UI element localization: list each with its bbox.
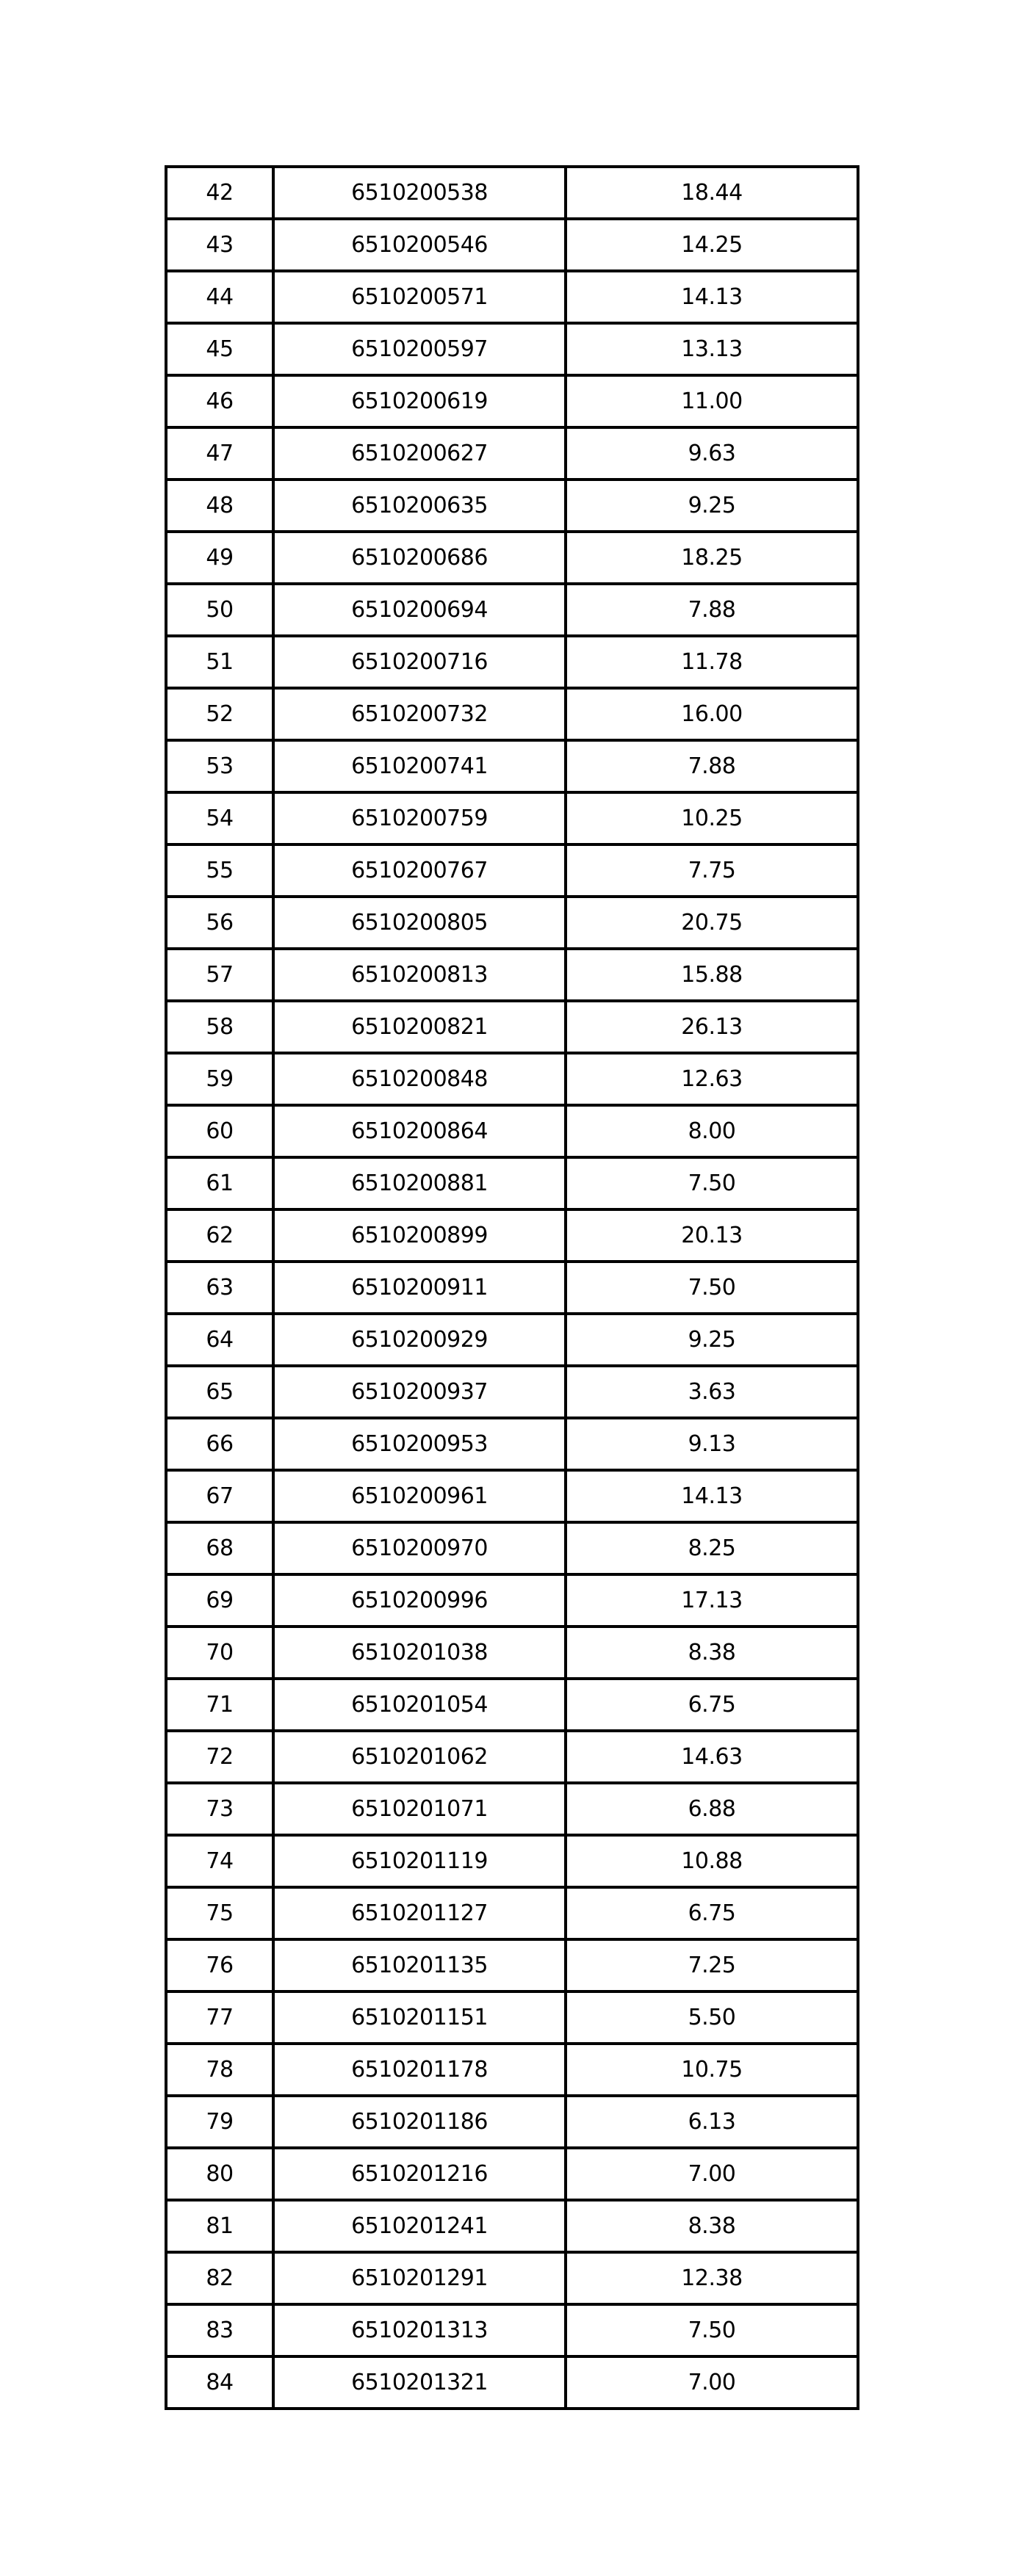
table-row bbox=[166, 2252, 858, 2304]
score-cell: 9.63 bbox=[566, 427, 858, 480]
row-number-cell: 47 bbox=[166, 427, 273, 480]
row-number-cell: 75 bbox=[166, 1887, 273, 1939]
student-id-cell: 6510200546 bbox=[273, 219, 566, 271]
score-cell: 12.63 bbox=[566, 1053, 858, 1105]
student-id-cell: 6510200619 bbox=[273, 375, 566, 427]
score-cell: 7.50 bbox=[566, 2304, 858, 2356]
table-row bbox=[166, 2096, 858, 2148]
table-row bbox=[166, 480, 858, 532]
student-id-cell: 6510200911 bbox=[273, 1262, 566, 1314]
row-number-cell: 53 bbox=[166, 740, 273, 792]
score-cell: 8.25 bbox=[566, 1522, 858, 1574]
row-number-cell: 63 bbox=[166, 1262, 273, 1314]
score-cell: 10.25 bbox=[566, 792, 858, 844]
row-number-cell: 42 bbox=[166, 167, 273, 219]
student-id-cell: 6510201291 bbox=[273, 2252, 566, 2304]
table-row bbox=[166, 2304, 858, 2356]
score-cell: 14.25 bbox=[566, 219, 858, 271]
row-number-cell: 51 bbox=[166, 636, 273, 688]
score-cell: 9.13 bbox=[566, 1418, 858, 1470]
row-number-cell: 58 bbox=[166, 1001, 273, 1053]
student-id-cell: 6510200767 bbox=[273, 844, 566, 897]
student-id-cell: 6510200627 bbox=[273, 427, 566, 480]
score-cell: 14.13 bbox=[566, 271, 858, 323]
student-id-cell: 6510201216 bbox=[273, 2148, 566, 2200]
score-cell: 15.88 bbox=[566, 949, 858, 1001]
table-row bbox=[166, 1939, 858, 1991]
table-row bbox=[166, 1001, 858, 1053]
table-row bbox=[166, 1418, 858, 1470]
table-row bbox=[166, 1053, 858, 1105]
table-row bbox=[166, 427, 858, 480]
score-cell: 14.63 bbox=[566, 1731, 858, 1783]
row-number-cell: 70 bbox=[166, 1627, 273, 1679]
score-cell: 20.75 bbox=[566, 897, 858, 949]
student-id-cell: 6510200881 bbox=[273, 1157, 566, 1209]
row-number-cell: 81 bbox=[166, 2200, 273, 2252]
row-number-cell: 48 bbox=[166, 480, 273, 532]
score-cell: 18.25 bbox=[566, 532, 858, 584]
row-number-cell: 55 bbox=[166, 844, 273, 897]
table-row bbox=[166, 167, 858, 219]
row-number-cell: 78 bbox=[166, 2044, 273, 2096]
score-cell: 7.88 bbox=[566, 740, 858, 792]
row-number-cell: 66 bbox=[166, 1418, 273, 1470]
score-cell: 7.25 bbox=[566, 1939, 858, 1991]
table-row bbox=[166, 1470, 858, 1522]
student-id-cell: 6510201119 bbox=[273, 1835, 566, 1887]
score-cell: 12.38 bbox=[566, 2252, 858, 2304]
table-row bbox=[166, 740, 858, 792]
score-cell: 7.75 bbox=[566, 844, 858, 897]
student-id-cell: 6510200953 bbox=[273, 1418, 566, 1470]
table-row bbox=[166, 2148, 858, 2200]
row-number-cell: 49 bbox=[166, 532, 273, 584]
student-id-cell: 6510200597 bbox=[273, 323, 566, 375]
table-row bbox=[166, 584, 858, 636]
row-number-cell: 76 bbox=[166, 1939, 273, 1991]
table-row bbox=[166, 2356, 858, 2409]
student-id-cell: 6510201186 bbox=[273, 2096, 566, 2148]
score-cell: 6.13 bbox=[566, 2096, 858, 2148]
table-row bbox=[166, 1262, 858, 1314]
table-row bbox=[166, 219, 858, 271]
table-row bbox=[166, 1783, 858, 1835]
row-number-cell: 74 bbox=[166, 1835, 273, 1887]
table-row bbox=[166, 897, 858, 949]
student-id-cell: 6510200899 bbox=[273, 1209, 566, 1262]
row-number-cell: 46 bbox=[166, 375, 273, 427]
student-id-cell: 6510201313 bbox=[273, 2304, 566, 2356]
student-id-cell: 6510200864 bbox=[273, 1105, 566, 1157]
score-cell: 8.38 bbox=[566, 2200, 858, 2252]
score-table-body bbox=[166, 167, 858, 2409]
row-number-cell: 69 bbox=[166, 1574, 273, 1627]
score-cell: 8.00 bbox=[566, 1105, 858, 1157]
table-row bbox=[166, 636, 858, 688]
table-row bbox=[166, 949, 858, 1001]
student-id-cell: 6510201321 bbox=[273, 2356, 566, 2409]
score-cell: 17.13 bbox=[566, 1574, 858, 1627]
score-cell: 3.63 bbox=[566, 1366, 858, 1418]
row-number-cell: 64 bbox=[166, 1314, 273, 1366]
row-number-cell: 77 bbox=[166, 1991, 273, 2044]
student-id-cell: 6510200813 bbox=[273, 949, 566, 1001]
row-number-cell: 82 bbox=[166, 2252, 273, 2304]
table-row bbox=[166, 1835, 858, 1887]
score-cell: 10.75 bbox=[566, 2044, 858, 2096]
table-row bbox=[166, 1627, 858, 1679]
student-id-cell: 6510201071 bbox=[273, 1783, 566, 1835]
row-number-cell: 84 bbox=[166, 2356, 273, 2409]
table-row bbox=[166, 271, 858, 323]
student-id-cell: 6510200732 bbox=[273, 688, 566, 740]
student-id-cell: 6510200571 bbox=[273, 271, 566, 323]
row-number-cell: 61 bbox=[166, 1157, 273, 1209]
score-cell: 20.13 bbox=[566, 1209, 858, 1262]
student-id-cell: 6510200929 bbox=[273, 1314, 566, 1366]
student-id-cell: 6510201151 bbox=[273, 1991, 566, 2044]
row-number-cell: 68 bbox=[166, 1522, 273, 1574]
student-id-cell: 6510200937 bbox=[273, 1366, 566, 1418]
student-id-cell: 6510201054 bbox=[273, 1679, 566, 1731]
student-id-cell: 6510201178 bbox=[273, 2044, 566, 2096]
row-number-cell: 67 bbox=[166, 1470, 273, 1522]
table-row bbox=[166, 323, 858, 375]
score-cell: 6.75 bbox=[566, 1887, 858, 1939]
table-row bbox=[166, 1731, 858, 1783]
score-cell: 9.25 bbox=[566, 1314, 858, 1366]
row-number-cell: 80 bbox=[166, 2148, 273, 2200]
score-cell: 7.50 bbox=[566, 1262, 858, 1314]
table-row bbox=[166, 1314, 858, 1366]
student-id-cell: 6510201127 bbox=[273, 1887, 566, 1939]
score-cell: 10.88 bbox=[566, 1835, 858, 1887]
score-cell: 11.00 bbox=[566, 375, 858, 427]
student-id-cell: 6510200805 bbox=[273, 897, 566, 949]
score-cell: 6.75 bbox=[566, 1679, 858, 1731]
row-number-cell: 45 bbox=[166, 323, 273, 375]
student-id-cell: 6510200848 bbox=[273, 1053, 566, 1105]
score-cell: 7.00 bbox=[566, 2356, 858, 2409]
row-number-cell: 52 bbox=[166, 688, 273, 740]
score-cell: 14.13 bbox=[566, 1470, 858, 1522]
table-row bbox=[166, 1157, 858, 1209]
table-row bbox=[166, 1574, 858, 1627]
student-id-cell: 6510200961 bbox=[273, 1470, 566, 1522]
row-number-cell: 54 bbox=[166, 792, 273, 844]
table-row bbox=[166, 1679, 858, 1731]
student-id-cell: 6510200759 bbox=[273, 792, 566, 844]
table-row bbox=[166, 2044, 858, 2096]
table-row bbox=[166, 1887, 858, 1939]
row-number-cell: 59 bbox=[166, 1053, 273, 1105]
row-number-cell: 79 bbox=[166, 2096, 273, 2148]
row-number-cell: 71 bbox=[166, 1679, 273, 1731]
student-id-cell: 6510200635 bbox=[273, 480, 566, 532]
student-id-cell: 6510201062 bbox=[273, 1731, 566, 1783]
row-number-cell: 44 bbox=[166, 271, 273, 323]
student-id-cell: 6510200716 bbox=[273, 636, 566, 688]
score-cell: 9.25 bbox=[566, 480, 858, 532]
student-id-cell: 6510200694 bbox=[273, 584, 566, 636]
score-cell: 11.78 bbox=[566, 636, 858, 688]
table-row bbox=[166, 1366, 858, 1418]
row-number-cell: 83 bbox=[166, 2304, 273, 2356]
student-id-cell: 6510201241 bbox=[273, 2200, 566, 2252]
row-number-cell: 57 bbox=[166, 949, 273, 1001]
table-row bbox=[166, 1209, 858, 1262]
table-row bbox=[166, 532, 858, 584]
row-number-cell: 72 bbox=[166, 1731, 273, 1783]
score-cell: 6.88 bbox=[566, 1783, 858, 1835]
student-id-cell: 6510200821 bbox=[273, 1001, 566, 1053]
table-row bbox=[166, 688, 858, 740]
score-cell: 18.44 bbox=[566, 167, 858, 219]
table-row bbox=[166, 1105, 858, 1157]
score-cell: 16.00 bbox=[566, 688, 858, 740]
score-cell: 7.88 bbox=[566, 584, 858, 636]
score-cell: 26.13 bbox=[566, 1001, 858, 1053]
score-cell: 5.50 bbox=[566, 1991, 858, 2044]
table-row bbox=[166, 1991, 858, 2044]
student-id-cell: 6510200970 bbox=[273, 1522, 566, 1574]
row-number-cell: 60 bbox=[166, 1105, 273, 1157]
student-id-cell: 6510201135 bbox=[273, 1939, 566, 1991]
table-row bbox=[166, 844, 858, 897]
score-cell: 8.38 bbox=[566, 1627, 858, 1679]
table-row bbox=[166, 2200, 858, 2252]
row-number-cell: 43 bbox=[166, 219, 273, 271]
student-id-cell: 6510200686 bbox=[273, 532, 566, 584]
row-number-cell: 56 bbox=[166, 897, 273, 949]
row-number-cell: 73 bbox=[166, 1783, 273, 1835]
table-row bbox=[166, 1522, 858, 1574]
table-row bbox=[166, 375, 858, 427]
student-id-cell: 6510200538 bbox=[273, 167, 566, 219]
score-table bbox=[165, 165, 859, 2410]
score-cell: 7.50 bbox=[566, 1157, 858, 1209]
score-cell: 7.00 bbox=[566, 2148, 858, 2200]
student-id-cell: 6510200741 bbox=[273, 740, 566, 792]
score-cell: 13.13 bbox=[566, 323, 858, 375]
row-number-cell: 65 bbox=[166, 1366, 273, 1418]
student-id-cell: 6510201038 bbox=[273, 1627, 566, 1679]
table-row bbox=[166, 792, 858, 844]
row-number-cell: 50 bbox=[166, 584, 273, 636]
row-number-cell: 62 bbox=[166, 1209, 273, 1262]
student-id-cell: 6510200996 bbox=[273, 1574, 566, 1627]
